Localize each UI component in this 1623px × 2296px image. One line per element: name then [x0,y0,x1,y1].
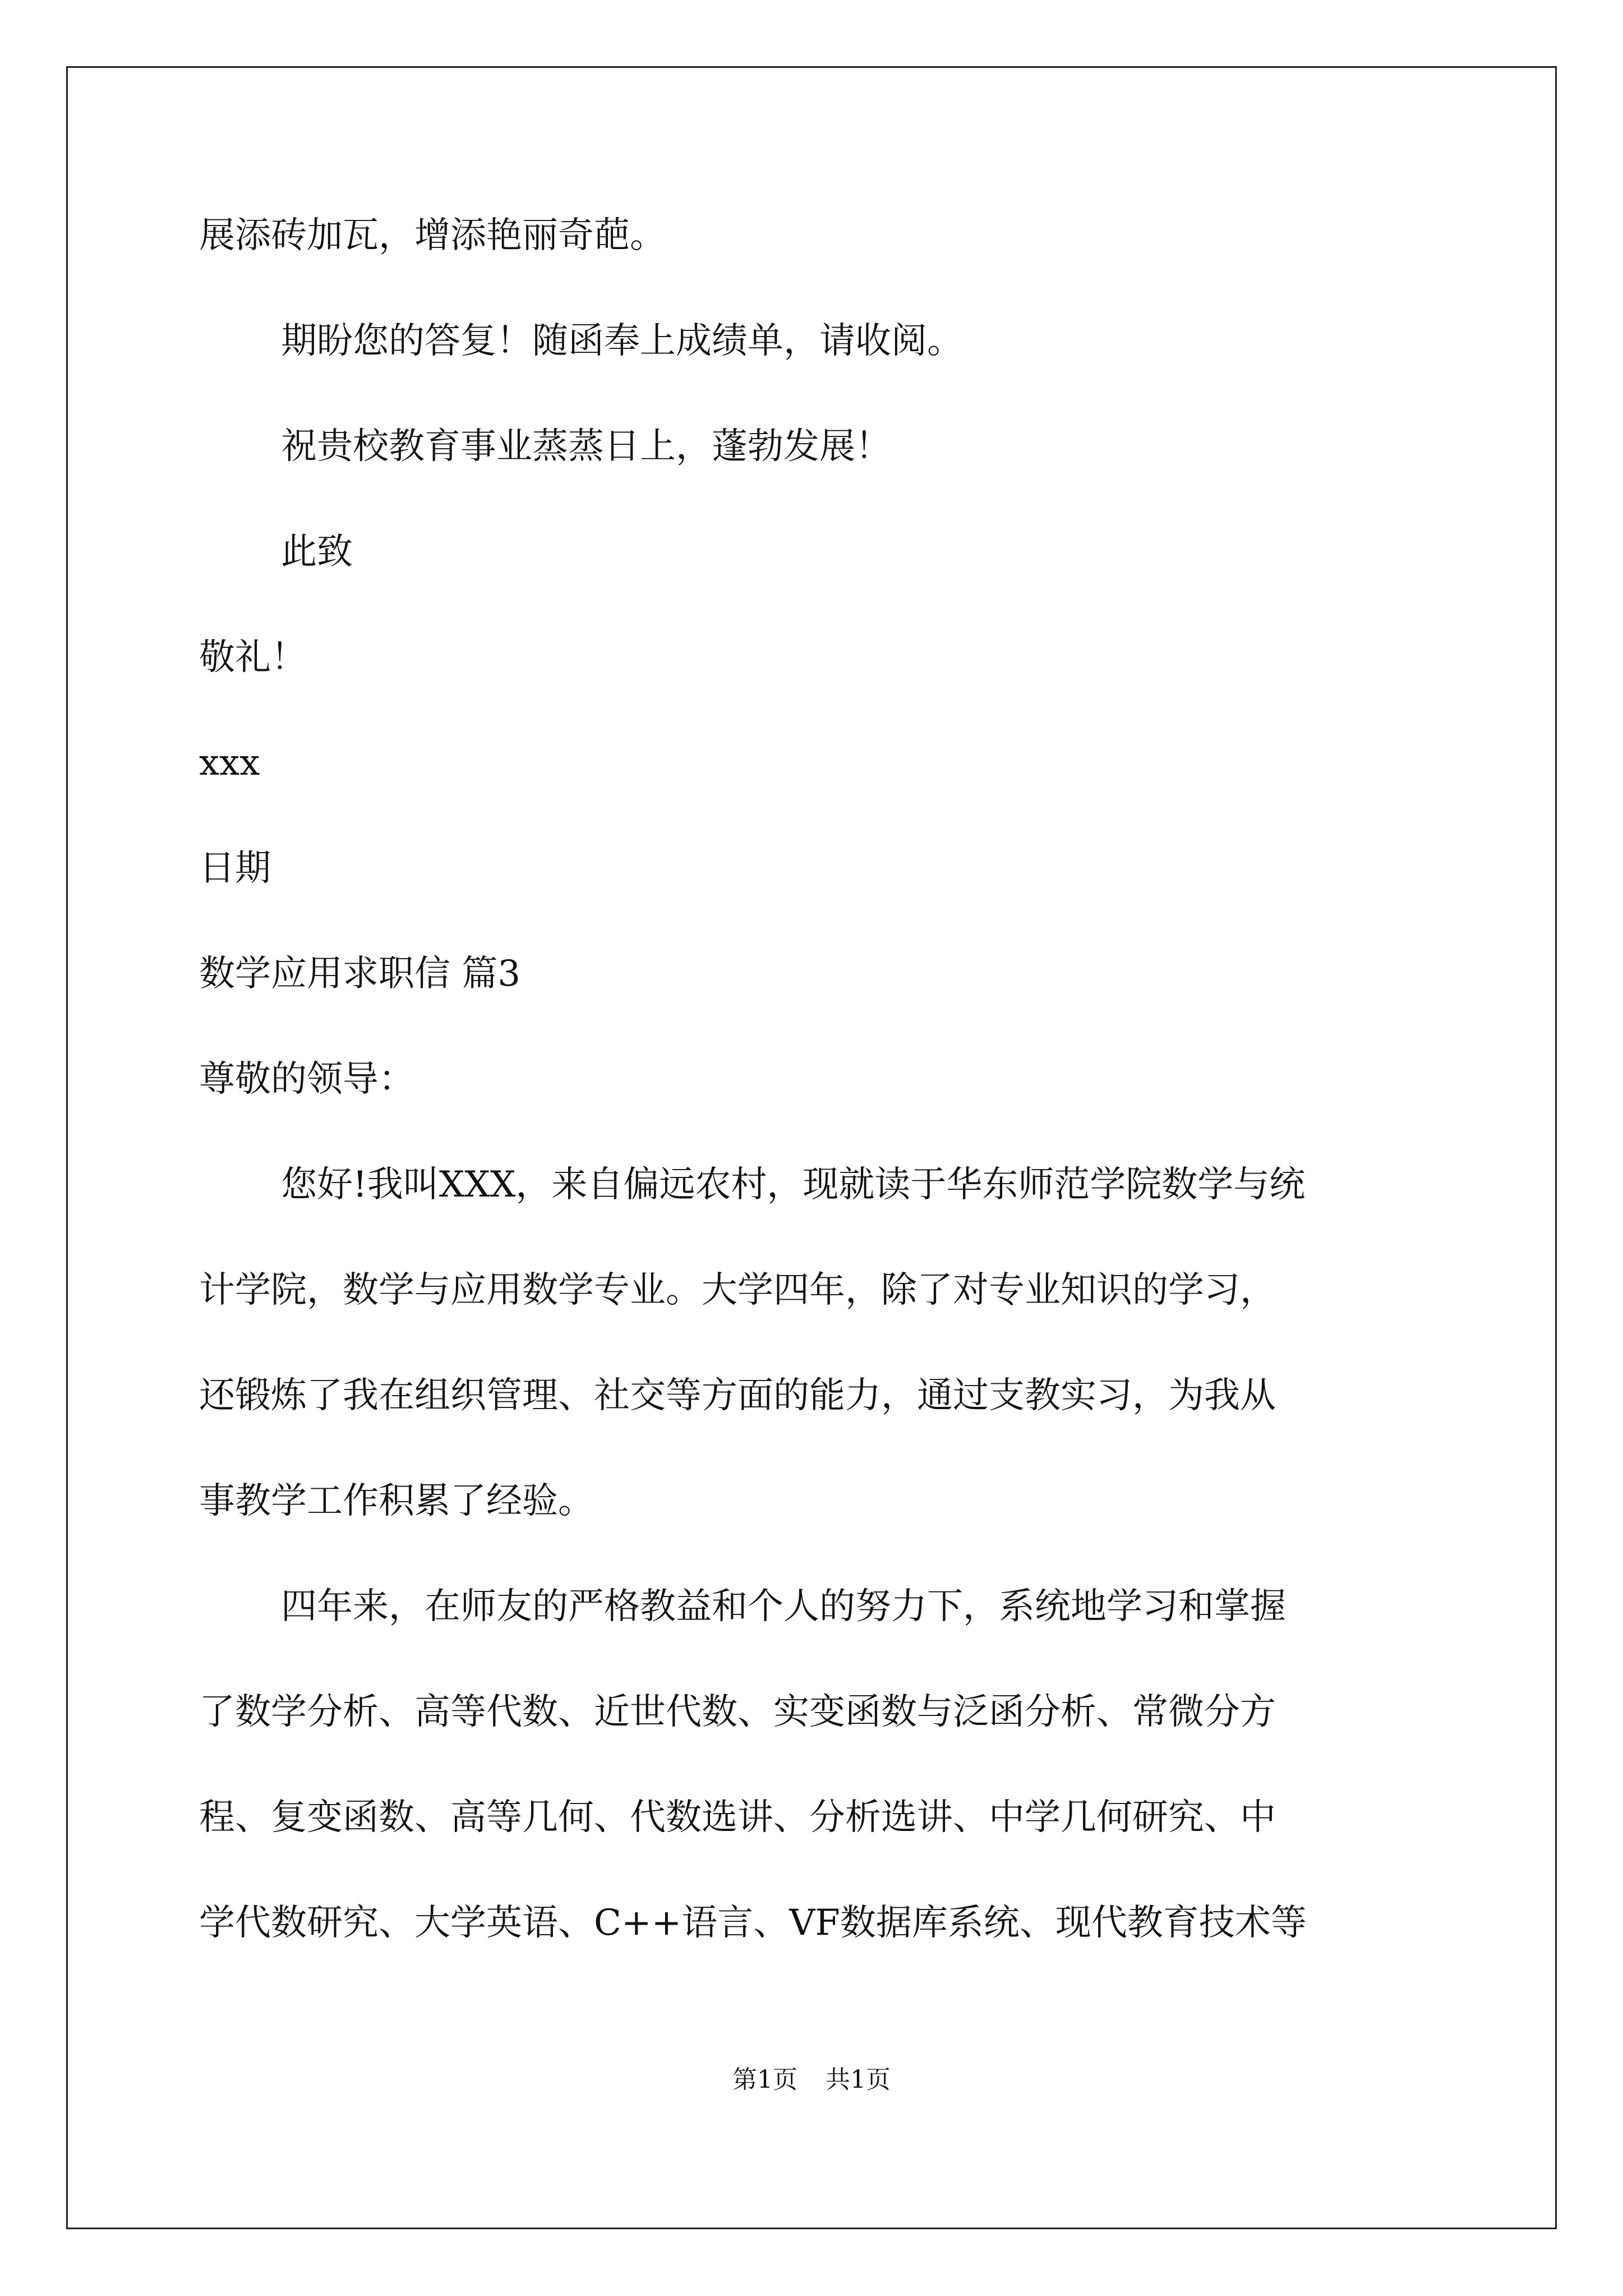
section-heading: 数学应用求职信 篇3 [199,953,521,995]
signature-name: xxx [199,742,260,784]
paragraph-line: 您好!我叫XXX，来自偏远农村，现就读于华东师范学院数学与统 [281,1164,1306,1205]
closing-regards: 敬礼！ [199,637,307,678]
paragraph-line: 四年来，在师友的严格教益和个人的努力下，系统地学习和掌握 [281,1586,1286,1627]
paragraph-line: 了数学分析、高等代数、近世代数、实变函数与泛函分析、常微分方 [199,1691,1276,1733]
paragraph-line: 程、复变函数、高等几何、代数选讲、分析选讲、中学几何研究、中 [199,1797,1276,1838]
page-footer [0,2063,1623,2097]
closing-salutation: 此致 [281,531,353,573]
paragraph-line: 事教学工作积累了经验。 [199,1480,594,1522]
page-number: 第1页 [732,2065,797,2094]
paragraph-line: 祝贵校教育事业蒸蒸日上，蓬勃发展！ [281,426,891,467]
paragraph-line: 学代数研究、大学英语、C++语言、VF数据库系统、现代教育技术等 [199,1902,1307,1944]
paragraph-line: 还锻炼了我在组织管理、社交等方面的能力，通过支教实习，为我从 [199,1375,1276,1416]
paragraph-line: 计学院，数学与应用数学专业。大学四年，除了对专业知识的学习， [199,1269,1276,1311]
paragraph-line: 展添砖加瓦，增添艳丽奇葩。 [199,215,666,256]
page-total: 共1页 [826,2065,891,2094]
signature-date: 日期 [199,848,271,889]
paragraph-line: 期盼您的答复！随函奉上成绩单，请收阅。 [281,320,963,362]
greeting: 尊敬的领导： [199,1059,414,1100]
